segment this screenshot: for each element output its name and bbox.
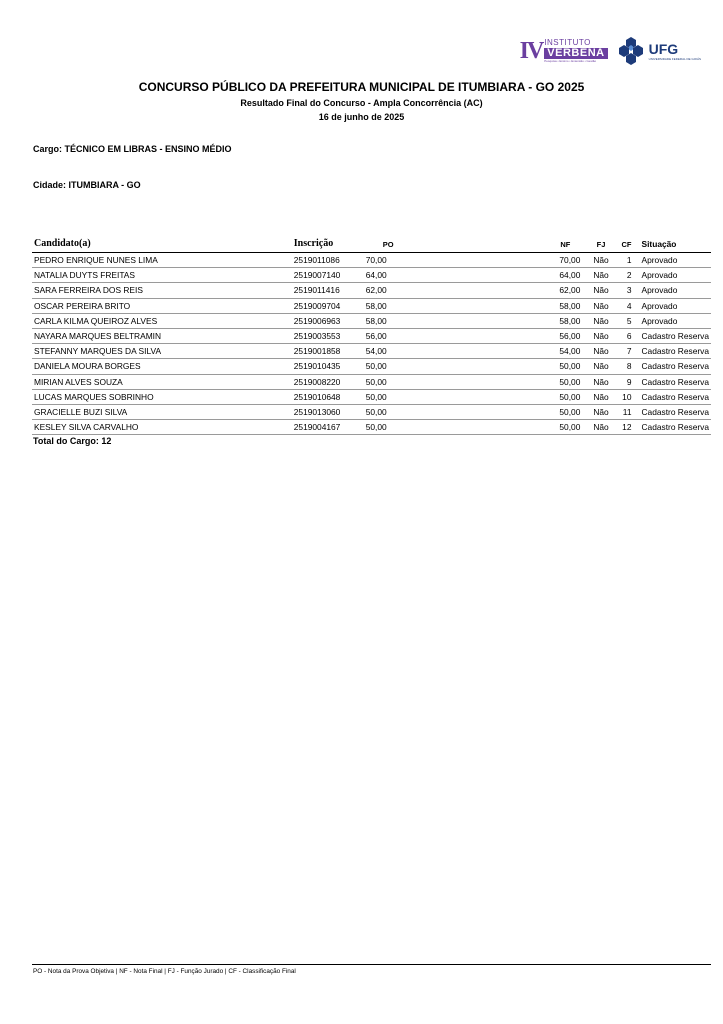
cell-situacao: Cadastro Reserva: [634, 420, 712, 435]
table-row: [32, 359, 711, 374]
cell-situacao: Cadastro Reserva: [634, 344, 712, 359]
footer-legend: PO - Nota da Prova Objetiva | NF - Nota Final | FJ - Função Jurado | CF - Classificação Final: [33, 968, 296, 975]
cell-po: 50,00: [359, 389, 457, 404]
ufg-logo-name: UFG: [648, 40, 679, 57]
ufg-logo: [616, 36, 701, 66]
cell-po: 50,00: [359, 404, 457, 419]
cell-fj: Não: [586, 359, 615, 374]
document-title: CONCURSO PÚBLICO DA PREFEITURA MUNICIPAL DE ITUMBIARA - GO 2025: [138, 80, 585, 94]
cell-candidato: SARA FERREIRA DOS REIS: [32, 283, 292, 298]
cell-cf: 1: [616, 253, 634, 268]
cell-nf: 62,00: [457, 283, 587, 298]
table-row: [32, 313, 711, 328]
cargo-heading: Cargo: TÉCNICO EM LIBRAS - ENSINO MÉDIO: [33, 144, 232, 154]
cell-inscricao: 2519003553: [292, 328, 359, 343]
cell-nf: 58,00: [457, 313, 587, 328]
cell-nf: 54,00: [457, 344, 587, 359]
cell-situacao: Aprovado: [634, 313, 712, 328]
cell-situacao: Aprovado: [634, 253, 712, 268]
cell-po: 54,00: [359, 344, 457, 359]
cell-fj: Não: [586, 268, 615, 283]
cell-nf: 58,00: [457, 298, 587, 313]
cell-po: 56,00: [359, 328, 457, 343]
cell-po: 62,00: [359, 283, 457, 298]
table-row: [32, 420, 711, 435]
cell-candidato: MIRIAN ALVES SOUZA: [32, 374, 292, 389]
cell-inscricao: 2519011086: [292, 253, 359, 268]
cell-cf: 7: [616, 344, 634, 359]
table-row: [32, 283, 711, 298]
cargo-total: Total do Cargo: 12: [33, 436, 112, 446]
cell-fj: Não: [586, 253, 615, 268]
cell-nf: 50,00: [457, 404, 587, 419]
cell-fj: Não: [586, 389, 615, 404]
table-row: [32, 253, 711, 268]
cell-nf: 50,00: [457, 374, 587, 389]
cell-fj: Não: [586, 404, 615, 419]
cell-fj: Não: [586, 328, 615, 343]
cell-situacao: Cadastro Reserva: [634, 374, 712, 389]
cell-po: 50,00: [359, 374, 457, 389]
cell-nf: 56,00: [457, 328, 587, 343]
cell-candidato: GRACIELLE BUZI SILVA: [32, 404, 292, 419]
cell-situacao: Cadastro Reserva: [634, 328, 712, 343]
cidade-heading: Cidade: ITUMBIARA - GO: [33, 180, 141, 190]
cell-nf: 50,00: [457, 389, 587, 404]
cell-cf: 2: [616, 268, 634, 283]
cell-inscricao: 2519004167: [292, 420, 359, 435]
col-header-nf: NF: [457, 235, 587, 253]
results-table: [32, 235, 711, 435]
cell-fj: Não: [586, 344, 615, 359]
table-row: [32, 389, 711, 404]
cell-fj: Não: [586, 374, 615, 389]
col-header-situacao: Situação: [634, 235, 712, 253]
col-header-inscricao: Inscrição: [292, 235, 359, 253]
cell-inscricao: 2519013060: [292, 404, 359, 419]
cell-inscricao: 2519011416: [292, 283, 359, 298]
cell-po: 58,00: [359, 313, 457, 328]
cell-po: 58,00: [359, 298, 457, 313]
cell-situacao: Cadastro Reserva: [634, 404, 712, 419]
col-header-cf: CF: [616, 235, 634, 253]
cell-cf: 6: [616, 328, 634, 343]
cell-cf: 12: [616, 420, 634, 435]
cell-situacao: Cadastro Reserva: [634, 389, 712, 404]
footer-divider: [32, 964, 711, 965]
cell-po: 50,00: [359, 420, 457, 435]
cell-inscricao: 2519001858: [292, 344, 359, 359]
cell-fj: Não: [586, 283, 615, 298]
document-date: 16 de junho de 2025: [318, 112, 405, 122]
verbena-logo-name: VERBENA: [544, 48, 607, 59]
cell-po: 70,00: [359, 253, 457, 268]
cell-nf: 70,00: [457, 253, 587, 268]
cell-cf: 9: [616, 374, 634, 389]
cell-fj: Não: [586, 313, 615, 328]
verbena-logo-tagline: Pesquisa • Ensino • Extensão • Gestão: [544, 59, 597, 63]
cell-candidato: PEDRO ENRIQUE NUNES LIMA: [32, 253, 292, 268]
cell-nf: 64,00: [457, 268, 587, 283]
table-row: [32, 374, 711, 389]
cell-candidato: STEFANNY MARQUES DA SILVA: [32, 344, 292, 359]
cell-situacao: Aprovado: [634, 268, 712, 283]
verbena-iv-mark: IV: [519, 38, 543, 64]
document-subtitle: Resultado Final do Concurso - Ampla Concorrência (AC): [240, 98, 483, 108]
cell-cf: 3: [616, 283, 634, 298]
col-header-fj: FJ: [586, 235, 615, 253]
cell-candidato: NAYARA MARQUES BELTRAMIN: [32, 328, 292, 343]
cell-inscricao: 2519010648: [292, 389, 359, 404]
instituto-verbena-logo: [520, 39, 608, 63]
cell-candidato: KESLEY SILVA CARVALHO: [32, 420, 292, 435]
cell-fj: Não: [586, 420, 615, 435]
cell-fj: Não: [586, 298, 615, 313]
table-header-row: [32, 235, 711, 253]
header-logos: [520, 36, 701, 66]
cell-candidato: OSCAR PEREIRA BRITO: [32, 298, 292, 313]
cell-cf: 5: [616, 313, 634, 328]
cell-cf: 11: [616, 404, 634, 419]
cell-nf: 50,00: [457, 420, 587, 435]
cell-candidato: NATALIA DUYTS FREITAS: [32, 268, 292, 283]
cell-inscricao: 2519008220: [292, 374, 359, 389]
cell-po: 64,00: [359, 268, 457, 283]
verbena-logo-top: INSTITUTO: [544, 38, 591, 47]
col-header-po: PO: [359, 235, 457, 253]
cell-inscricao: 2519010435: [292, 359, 359, 374]
cell-cf: 8: [616, 359, 634, 374]
cell-nf: 50,00: [457, 359, 587, 374]
ufg-hexagon-icon: [616, 36, 646, 66]
col-header-candidato: Candidato(a): [32, 235, 292, 253]
cell-candidato: DANIELA MOURA BORGES: [32, 359, 292, 374]
table-row: [32, 404, 711, 419]
cell-inscricao: 2519009704: [292, 298, 359, 313]
ufg-logo-sub: UNIVERSIDADE FEDERAL DE GOIÁS: [648, 56, 701, 61]
cell-po: 50,00: [359, 359, 457, 374]
cell-inscricao: 2519007140: [292, 268, 359, 283]
cell-situacao: Cadastro Reserva: [634, 359, 712, 374]
cell-situacao: Aprovado: [634, 298, 712, 313]
cell-cf: 4: [616, 298, 634, 313]
cell-situacao: Aprovado: [634, 283, 712, 298]
cell-cf: 10: [616, 389, 634, 404]
cell-candidato: CARLA KILMA QUEIROZ ALVES: [32, 313, 292, 328]
table-row: [32, 298, 711, 313]
cell-candidato: LUCAS MARQUES SOBRINHO: [32, 389, 292, 404]
cell-inscricao: 2519006963: [292, 313, 359, 328]
table-row: [32, 328, 711, 343]
table-row: [32, 344, 711, 359]
table-row: [32, 268, 711, 283]
